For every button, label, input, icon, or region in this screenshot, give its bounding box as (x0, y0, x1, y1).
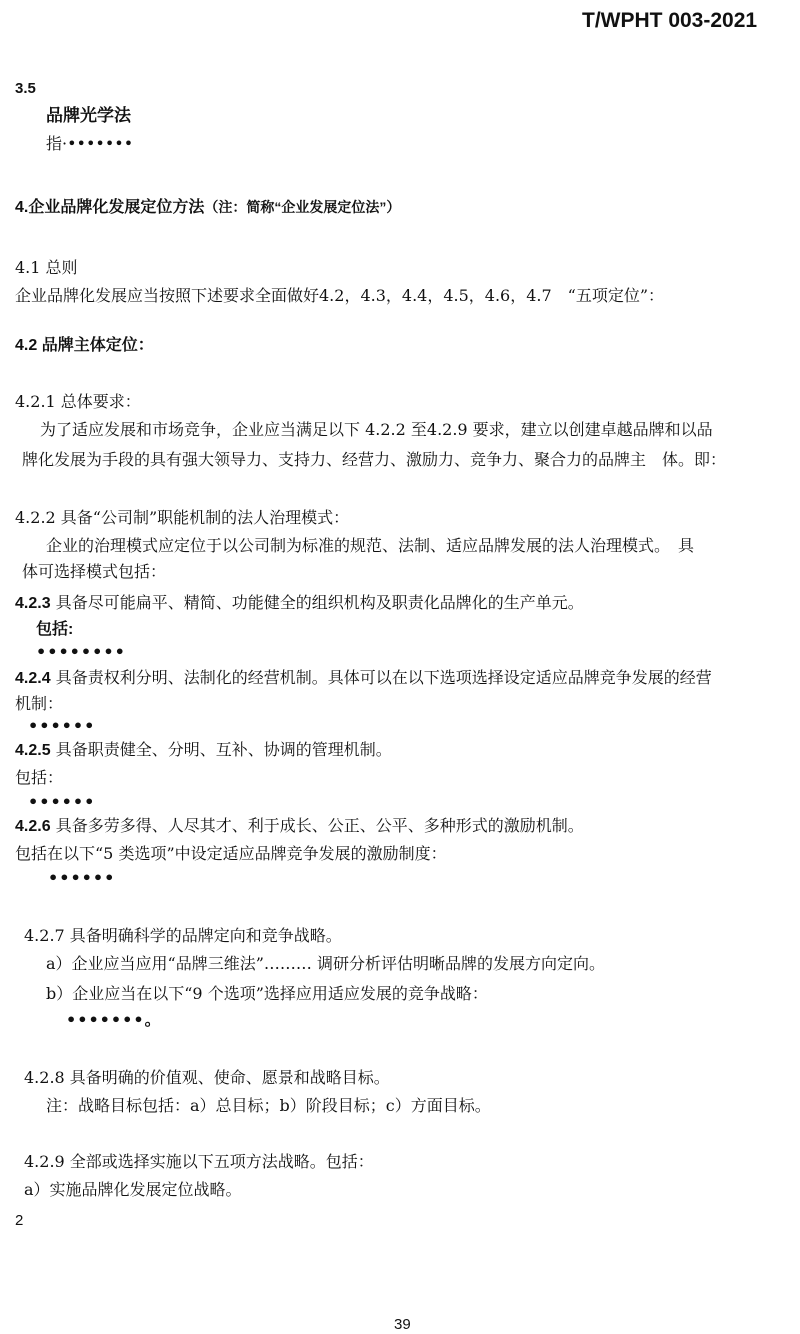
section-3-5-title: 品牌光学法 (46, 106, 131, 125)
section-4-2-7-heading: 4.2.7 具备明确科学的品牌定向和竞争战略。 (24, 926, 342, 945)
section-4-2-7-item-a: a）企业应当应用“品牌三维法”……… 调研分析评估明晰品牌的发展方向定向。 (46, 954, 605, 973)
section-4-2-5-text: 具备职责健全、分明、互补、协调的管理机制。 (55, 740, 392, 759)
section-4-2-6-line1 (15, 816, 584, 836)
section-4-2-2-line2: 体可选择模式包括： (22, 562, 167, 581)
section-3-5-definition: 指·••••••• (46, 134, 134, 153)
section-4-2-6-text: 具备多劳多得、人尽其才、利于成长、公正、公平、多种形式的激励机制。 (55, 816, 584, 835)
section-4-note: （注：简称“企业发展定位法”） (204, 199, 401, 215)
section-4-2-5-number: 4.2.5 (15, 742, 51, 759)
inner-page-number: 2 (15, 1212, 24, 1229)
section-4-2-5-dots: •••••• (28, 792, 96, 811)
section-4-2-heading: 4.2 品牌主体定位： (15, 337, 154, 354)
section-4-2-9-heading: 4.2.9 全部或选择实施以下五项方法战略。包括： (24, 1152, 374, 1171)
section-4-2-5-label: 包括： (15, 768, 64, 787)
section-4-2-7-dots: •••••••。 (66, 1010, 162, 1029)
section-4-2-6-dots: •••••• (48, 868, 116, 887)
section-4-2-7-item-b: b）企业应当在以下“9 个选项”选择应用适应发展的竞争战略： (46, 984, 488, 1003)
section-4-2-4-line2: 机制： (15, 694, 64, 713)
section-4-2-1-heading: 4.2.1 总体要求： (15, 392, 141, 411)
section-4-2-2-heading: 4.2.2 具备“公司制”职能机制的法人治理模式： (15, 508, 350, 527)
section-4-2-6-line2: 包括在以下“5 类选项”中设定适应品牌竞争发展的激励制度： (15, 844, 447, 863)
section-4-2-3-label: 包括: (36, 621, 74, 638)
section-4-2-3-text: 具备尽可能扁平、精简、功能健全的组织机构及职责化品牌化的生产单元。 (55, 593, 584, 612)
section-4-2-3-dots: •••••••• (36, 642, 126, 661)
section-4-2-3 (15, 593, 584, 613)
section-4-2-4-dots: •••••• (28, 716, 96, 735)
section-4-1-heading: 4.1 总则 (15, 258, 78, 277)
page-number: 39 (394, 1316, 411, 1333)
section-4-2-1-line1: 为了适应发展和市场竞争，企业应当满足以下 4.2.2 至4.2.9 要求，建立以创建卓越品牌和以品 (40, 420, 713, 439)
section-4-title (15, 198, 400, 217)
section-4-2-4-number: 4.2.4 (15, 670, 51, 687)
section-4-2-8-note: 注：战略目标包括：a）总目标；b）阶段目标；c）方面目标。 (46, 1096, 491, 1115)
section-4-2-4-line1 (15, 668, 712, 688)
doc-code: T/WPHT 003-2021 (582, 9, 758, 32)
section-4-2-9-item-a: a）实施品牌化发展定位战略。 (24, 1180, 242, 1199)
section-4-2-3-number: 4.2.3 (15, 595, 51, 612)
section-4-2-6-number: 4.2.6 (15, 818, 51, 835)
section-4-2-4-text: 具备责权利分明、法制化的经营机制。具体可以在以下选项选择设定适应品牌竞争发展的经营 (55, 668, 712, 687)
section-3-5-number: 3.5 (15, 80, 36, 97)
section-4-2-2-line1: 企业的治理模式应定位于以公司制为标准的规范、法制、适应品牌发展的法人治理模式。 具 (46, 536, 695, 555)
section-4-2-8-heading: 4.2.8 具备明确的价值观、使命、愿景和战略目标。 (24, 1068, 390, 1087)
section-4-2-5 (15, 740, 392, 760)
section-4-2-1-line2: 牌化发展为手段的具有强大领导力、支持力、经营力、激励力、竞争力、聚合力的品牌主 体。即： (22, 450, 727, 469)
section-4-title-text: 4.企业品牌化发展定位方法 (15, 199, 205, 216)
section-4-1-text: 企业品牌化发展应当按照下述要求全面做好4.2，4.3，4.4，4.5，4.6，4.7 “五项定位”： (15, 286, 665, 305)
